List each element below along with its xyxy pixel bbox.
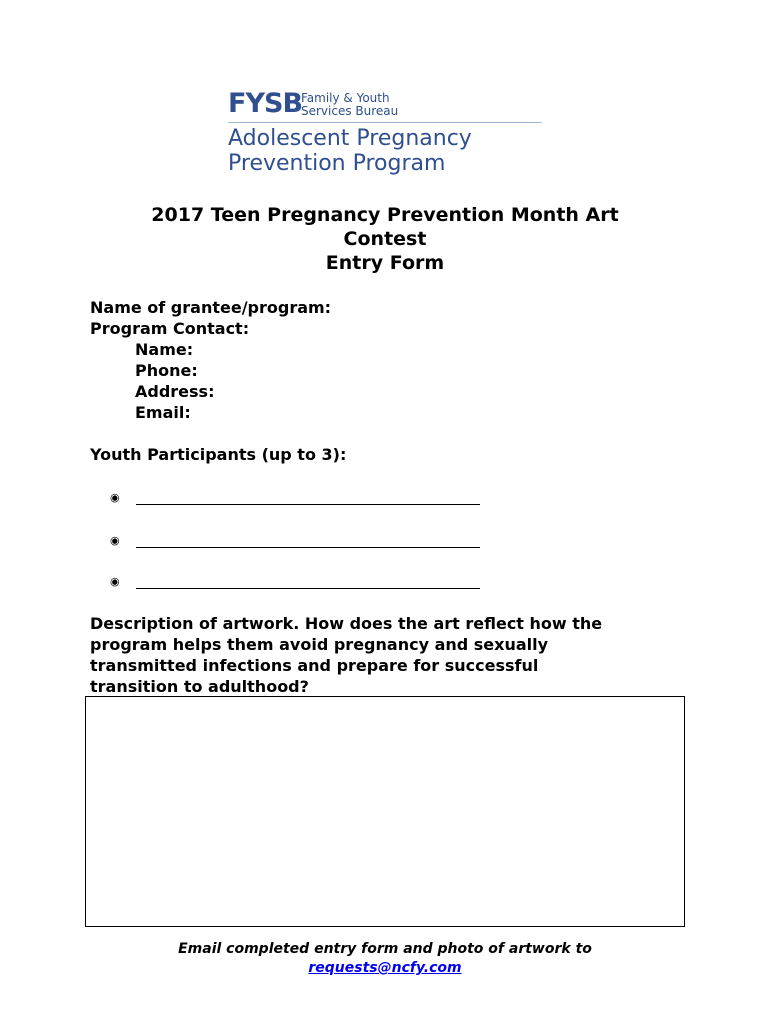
description-line2: program helps them avoid pregnancy and sexually [90, 635, 549, 654]
youth-participant-3 [110, 573, 490, 595]
bullet-icon: ◉ [110, 575, 120, 588]
participant-1-blank-line [136, 504, 480, 505]
logo-program-line1: Adolescent Pregnancy [228, 126, 472, 151]
bullet-icon: ◉ [110, 534, 120, 547]
logo-org-line2: Services Bureau [301, 104, 399, 118]
artwork-description-prompt [90, 613, 690, 697]
contact-email-label: Email: [135, 403, 191, 422]
contact-name-label: Name: [135, 340, 194, 359]
contact-fields [90, 297, 690, 423]
grantee-label: Name of grantee/program: [90, 298, 332, 317]
youth-participants-heading: Youth Participants (up to 3): [90, 445, 347, 464]
logo-program-name [228, 126, 472, 176]
artwork-description-box [85, 696, 685, 927]
participant-2-blank-line [136, 547, 480, 548]
title-line1: 2017 Teen Pregnancy Prevention Month Art [151, 204, 619, 226]
footer-instruction: Email completed entry form and photo of artwork to [178, 941, 592, 957]
description-line1: Description of artwork. How does the art reflect how the [90, 614, 603, 633]
contact-address-label: Address: [135, 382, 215, 401]
youth-participant-2 [110, 532, 490, 554]
description-line3: transmitted infections and prepare for successful [90, 656, 539, 675]
logo-divider [228, 122, 542, 123]
title-line2: Contest [343, 228, 427, 250]
program-contact-label: Program Contact: [90, 319, 250, 338]
logo-org-name [301, 92, 398, 118]
logo-org-line1: Family & Youth [301, 91, 390, 105]
bullet-icon: ◉ [110, 491, 120, 504]
description-line4: transition to adulthood? [90, 677, 309, 696]
participant-3-blank-line [136, 588, 480, 589]
youth-participant-1 [110, 489, 490, 511]
contact-phone-label: Phone: [135, 361, 198, 380]
fysb-logo [228, 88, 548, 180]
logo-program-line2: Prevention Program [228, 151, 446, 176]
logo-mark: FYSB [228, 88, 303, 119]
submission-instructions [90, 940, 680, 978]
email-link[interactable]: requests@ncfy.com [308, 960, 462, 976]
page-title [90, 203, 680, 275]
title-line3: Entry Form [325, 252, 445, 274]
